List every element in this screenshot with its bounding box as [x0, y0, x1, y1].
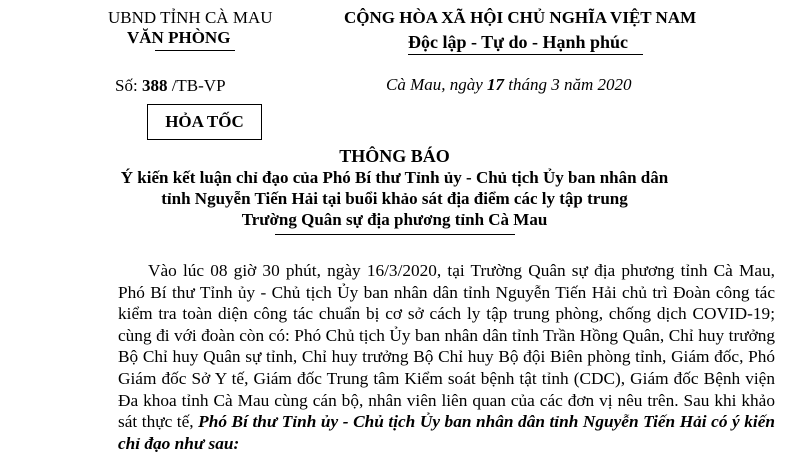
- date-prefix: Cà Mau, ngày: [386, 75, 483, 94]
- national-motto: Độc lập - Tự do - Hạnh phúc: [408, 32, 629, 52]
- document-number-value: 388: [141, 76, 168, 95]
- document-number-prefix: Số:: [115, 76, 138, 95]
- office-underline: [155, 50, 235, 51]
- document-number: [115, 76, 226, 96]
- date-rest: tháng 3 năm 2020: [508, 75, 632, 94]
- national-title: CỘNG HÒA XÃ HỘI CHỦ NGHĨA VIỆT NAM: [344, 8, 697, 27]
- paragraph-text: Vào lúc 08 giờ 30 phút, ngày 16/3/2020, tại Trường Quân sự địa phương tỉnh Cà Mau, Phó Bí thư Tỉnh ủy - Chủ tịch Ủy ban nhân dân tỉnh Nguyễn Tiến Hải chủ trì Đoàn công tác kiểm tra toàn diện công tác chuẩn bị cơ sở cách ly tập trung phòng, chống dịch COVID-19; cùng đi với đoàn còn có: Phó Chủ tịch Ủy ban nhân dân tỉnh Trần Hồng Quân, Chỉ huy trưởng Bộ Chỉ huy Quân sự tỉnh, Chỉ huy trưởng Bộ Chỉ huy Bộ đội Biên phòng tỉnh, Giám đốc, Phó Giám đốc Sở Y tế, Giám đốc Trung tâm Kiểm soát bệnh tật tỉnh (CDC), Giám đốc Bệnh viện Đa khoa tỉnh Cà Mau cùng cán bộ, nhân viên liên quan của các đơn vị nêu trên. Sau khi khảo sát thực tế,: [118, 261, 775, 432]
- body-paragraph: [118, 260, 775, 454]
- body-content: [118, 260, 775, 454]
- document-title: [0, 146, 789, 230]
- paragraph-emphasis: Phó Bí thư Tỉnh ủy - Chủ tịch Ủy ban nhân dân tỉnh Nguyễn Tiến Hải có ý kiến chỉ đạo như sau:: [118, 412, 775, 453]
- issuing-office: VĂN PHÒNG: [127, 28, 231, 47]
- document-type: THÔNG BÁO: [339, 146, 450, 166]
- place-and-date: [386, 75, 632, 95]
- urgent-stamp: HỎA TỐC: [147, 104, 262, 140]
- title-line: Ý kiến kết luận chỉ đạo của Phó Bí thư Tỉnh ủy - Chủ tịch Ủy ban nhân dân: [120, 168, 669, 187]
- issuing-authority: UBND TỈNH CÀ MAU: [108, 8, 273, 27]
- date-day: 17: [487, 75, 505, 94]
- title-line: tỉnh Nguyễn Tiến Hải tại buổi khảo sát địa điểm các ly tập trung: [161, 189, 628, 208]
- title-line: Trường Quân sự địa phương tỉnh Cà Mau: [241, 210, 548, 229]
- motto-underline: [408, 54, 643, 55]
- document-number-suffix: /TB-VP: [171, 76, 226, 95]
- title-underline: [275, 234, 515, 235]
